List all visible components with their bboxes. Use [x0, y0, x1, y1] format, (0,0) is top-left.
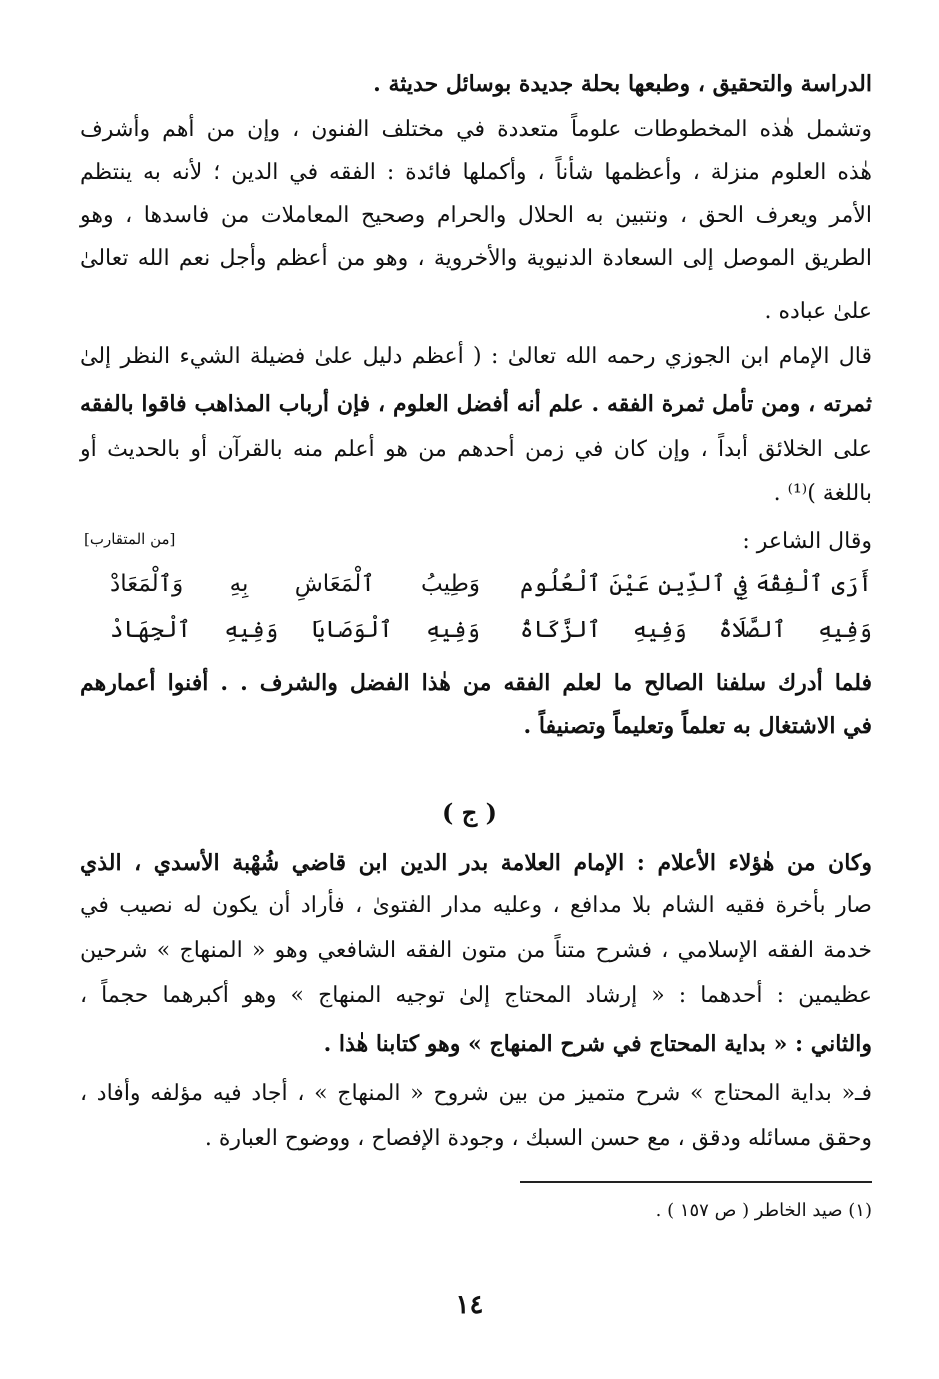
verse-hemistich: وَفِيهِ ٱلْوَصَايَا وَفِيهِ ٱلْجِهَادْ	[110, 617, 480, 643]
text-line: في الاشتغال به تعلماً وتعليماً وتصنيفاً .	[523, 713, 872, 739]
text-line: والثاني : « بداية المحتاج في شرح المنهاج » وهو كتابنا هٰذا .	[323, 1031, 872, 1057]
text-line: قال الإمام ابن الجوزي رحمه الله تعالىٰ : ( أعظم دليل علىٰ فضيلة الشيء النظر إلىٰ	[80, 344, 872, 369]
text-line: ثمرته ، ومن تأمل ثمرة الفقه . علم أنه أفضل العلوم ، فإن أرباب المذاهب فاقوا بالفقه	[80, 391, 872, 417]
footnote-separator	[520, 1181, 872, 1183]
text-line: وكان من هٰؤلاء الأعلام : الإمام العلامة بدر الدين ابن قاضي شُهْبة الأسدي ، الذي	[80, 850, 872, 876]
text-line: فلما أدرك سلفنا الصالح ما لعلم الفقه من هٰذا الفضل والشرف . . أفنوا أعمارهم	[80, 670, 872, 696]
text-line: علىٰ عباده .	[764, 299, 872, 324]
text-line: فـ« بداية المحتاج » شرح متميز من بين شروح « المنهاج » ، أجاد فيه مؤلفه وأفاد ،	[80, 1081, 872, 1106]
verse-hemistich: وَطِيبُ ٱلْمَعَاشِ بِهِ وَٱلْمَعَادْ	[110, 571, 480, 597]
text-line: على الخلائق أبداً ، وإن كان في زمن أحدهم من هو أعلم منه بالقرآن أو بالحديث أو	[80, 437, 872, 462]
text-line: صار بأخرة فقيه الشام بلا مدافع ، وعليه مدار الفتوىٰ ، فأراد أن يكون له نصيب في	[80, 893, 872, 918]
section-marker: ( ج )	[442, 798, 497, 827]
text-line: خدمة الفقه الإسلامي ، فشرح متناً من متون الفقه الشافعي وهو « المنهاج » شرحين	[80, 938, 872, 963]
text-line: هٰذه العلوم منزلة ، وأعظمها شأناً ، وأكملها فائدة : الفقه في الدين ؛ لأنه به ينتظم	[80, 160, 872, 185]
text-line: الأمر ويعرف الحق ، ونتبين به الحلال والحرام وصحيح المعاملات من فاسدها ، وهو	[80, 203, 872, 228]
verse-hemistich: أَرَى ٱلْفِقْهَ فِي ٱلدِّينِ عَيْنَ ٱلْعُلُوم	[520, 571, 872, 597]
verse-hemistich: وَفِيهِ ٱلصَّلَاةُ وَفِيهِ ٱلزَّكَاةُ	[520, 617, 872, 643]
page-number: ١٤	[455, 1290, 484, 1320]
meter-label: [من المتقارب]	[84, 530, 176, 548]
footnote: (١) صيد الخاطر ( ص ١٥٧ ) .	[655, 1200, 872, 1221]
text-line: وتشمل هٰذه المخطوطات علوماً متعددة في مختلف الفنون ، وإن من أهم وأشرف	[80, 117, 872, 142]
poet-intro: وقال الشاعر :	[742, 529, 872, 554]
text-line: عظيمين : أحدهما : « إرشاد المحتاج إلىٰ توجيه المنهاج » وهو أكبرهما حجماً ،	[80, 983, 872, 1008]
text-line: وحقق مسائله ودقق ، مع حسن السبك ، وجودة الإفصاح ، ووضوح العبارة .	[204, 1126, 872, 1151]
text-line: الدراسة والتحقيق ، وطبعها بحلة جديدة بوسائل حديثة .	[373, 71, 872, 97]
text-line: باللغة )⁽¹⁾ .	[773, 481, 872, 506]
text-line: الطريق الموصل إلى السعادة الدنيوية والأخروية ، وهو من أعظم وأجل نعم الله تعالىٰ	[80, 246, 872, 271]
